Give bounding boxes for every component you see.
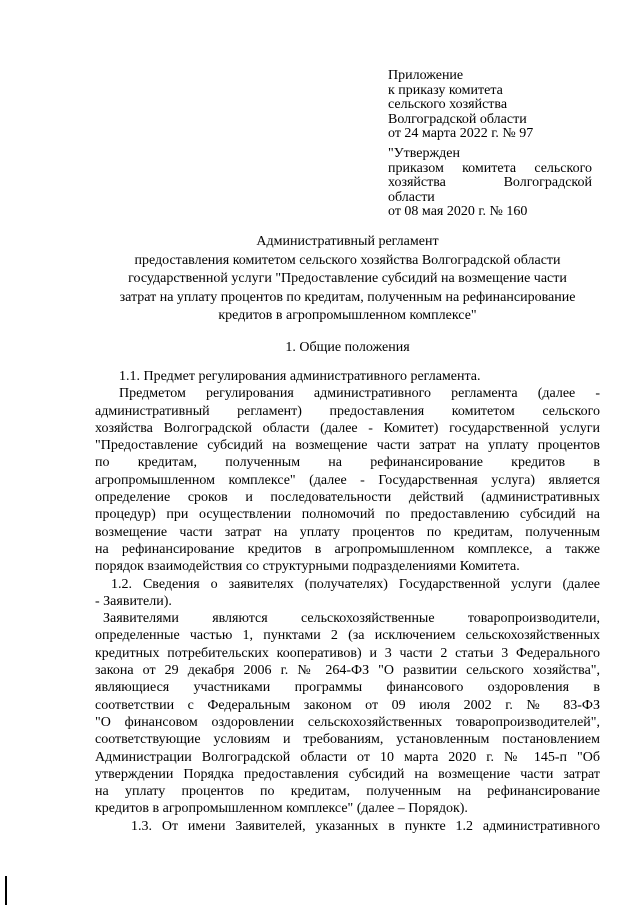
appendix-line: от 24 марта 2022 г. № 97 [388, 126, 534, 141]
appendix-line: к приказу комитета [388, 82, 503, 98]
paragraph-line: процедур) при осуществлении полномочий по предоставлению субсидий на [95, 507, 600, 523]
paragraph-line: агропромышленном комплексе" (далее - Государственная услуга) является [95, 472, 600, 488]
document-title [95, 233, 600, 326]
title-line: государственной услуги "Предоставление субсидий на возмещение части [128, 271, 567, 286]
paragraph-line: на уплату процентов по кредитам, полученным на рефинансирование [95, 784, 600, 800]
paragraph-line: 1.1. Предмет регулирования административного регламента. [119, 369, 481, 384]
paragraph-line: утверждении Порядка предоставления субсидий на возмещение части затрат [95, 766, 600, 782]
approval-line: "Утвержден [388, 146, 460, 161]
paragraph-line: - Заявители). [95, 593, 172, 609]
scan-edge-mark [5, 876, 7, 905]
section-heading: 1. Общие положения [285, 340, 410, 355]
paragraph-line: 1.3. От имени Заявителей, указанных в пункте 1.2 административного [131, 818, 600, 834]
paragraph-line: определение сроков и последовательности действий (административных [95, 490, 600, 506]
approval-line: приказом комитета сельского [388, 160, 592, 176]
paragraph-line: "Предоставление субсидий на возмещение части затрат на уплату процентов [95, 438, 600, 454]
paragraph-line: возмещение части затрат на уплату процентов по кредитам, полученным [95, 524, 600, 540]
appendix-line: Волгоградской области [388, 111, 527, 127]
paragraph-line: "О финансовом оздоровлении сельскохозяйственных товаропроизводителей", [95, 714, 600, 730]
appendix-block [388, 69, 596, 142]
body-text [95, 368, 600, 835]
approval-block [388, 147, 592, 220]
paragraph-line: Заявителями являются сельскохозяйственные товаропроизводители, [103, 611, 600, 627]
title-line: затрат на уплату процентов по кредитам, полученным на рефинансирование [119, 289, 576, 305]
paragraph-line: кредитных потребительских кооперативов) и 3 части 2 статьи 3 Федерального [95, 645, 600, 661]
title-line: предоставления комитетом сельского хозяйства Волгоградской области [134, 252, 561, 268]
paragraph-line: административный регламент) предоставления комитетом сельского [95, 403, 600, 419]
paragraph-line: являющиеся участниками программы финансового оздоровления в [95, 680, 600, 696]
paragraph-line: 1.2. Сведения о заявителях (получателях) Государственной услуги (далее [111, 576, 600, 592]
paragraph-line: соответствии с Федеральным законом от 09 июля 2002 г. № 83-ФЗ [95, 697, 600, 713]
approval-line: области [388, 189, 435, 205]
paragraph-line: порядок взаимодействия со структурными подразделениями Комитета. [95, 559, 520, 575]
paragraph-line: соответствующие условиям и требованиям, установленным постановлением [95, 732, 600, 748]
paragraph-line: хозяйства Волгоградской области (далее - Комитет) государственной услуги [95, 420, 600, 436]
title-line: Административный регламент [256, 234, 439, 249]
title-line: кредитов в агропромышленном комплексе" [218, 308, 477, 323]
paragraph-line: на рефинансирование кредитов в агропромышленном комплексе, а также [95, 541, 600, 557]
appendix-line: Приложение [388, 68, 464, 83]
paragraph-line: по кредитам, полученным на рефинансирование кредитов в [95, 455, 600, 471]
paragraph-line: закона от 29 декабря 2006 г. № 264-ФЗ "О развитии сельского хозяйства", [95, 663, 600, 679]
paragraph-line: определенные частью 1, пунктами 2 (за исключением сельскохозяйственных [95, 628, 600, 644]
approval-line: хозяйства Волгоградской [388, 175, 592, 190]
paragraph-line: кредитов в агропромышленном комплексе" (далее – Порядок). [95, 801, 468, 817]
paragraph-line: Предметом регулирования административного регламента (далее - [119, 386, 600, 402]
paragraph-line: Администрации Волгоградской области от 10 марта 2020 г. № 145-п "Об [95, 749, 600, 765]
approval-line: от 08 мая 2020 г. № 160 [388, 204, 528, 219]
appendix-line: сельского хозяйства [388, 97, 508, 112]
